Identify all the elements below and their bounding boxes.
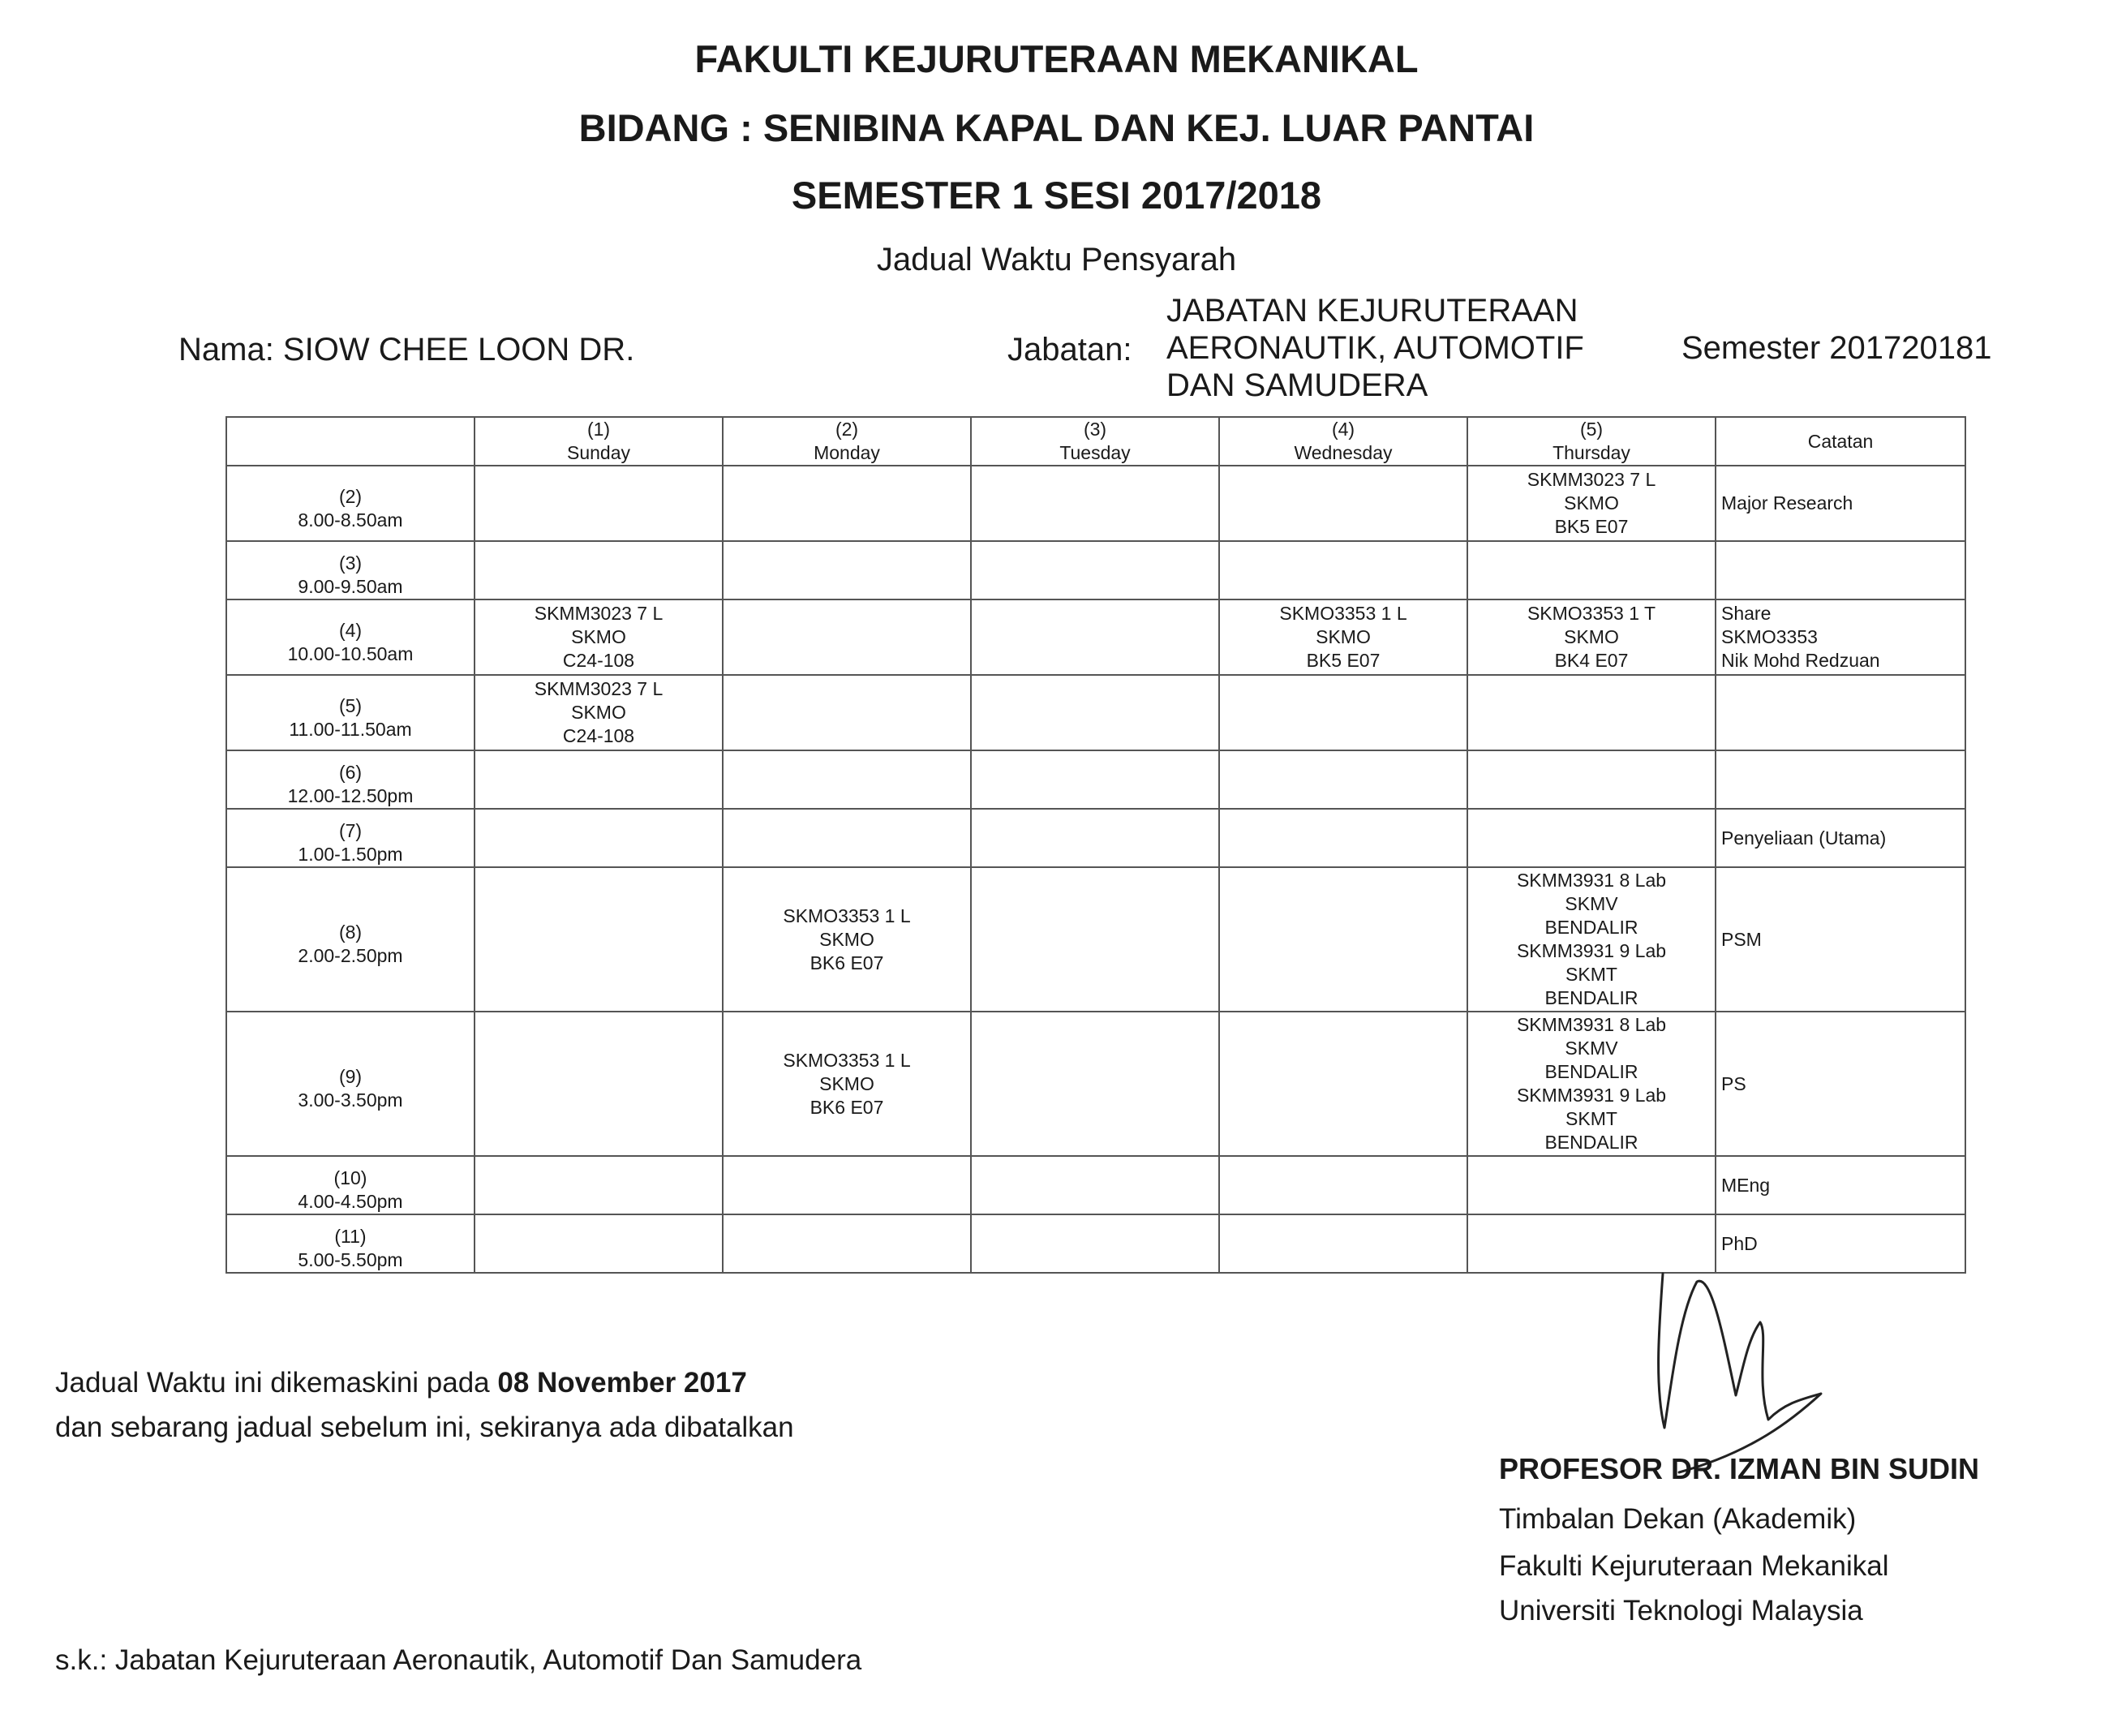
class-cell: [723, 541, 971, 599]
class-cell: [475, 466, 723, 541]
day-name: Wednesday: [1294, 442, 1393, 463]
day-number: (2): [835, 419, 859, 440]
time-slot-label: [230, 475, 470, 532]
note-cell: PS: [1716, 1012, 1965, 1156]
class-cell: [723, 1156, 971, 1214]
time-slot-label: [230, 542, 470, 599]
day-name: Monday: [814, 442, 880, 463]
slot-time: 1.00-1.50pm: [298, 844, 403, 865]
note-line: Share: [1721, 603, 1772, 624]
department-value: [1166, 292, 1669, 404]
slot-time: 2.00-2.50pm: [298, 945, 403, 966]
class-detail: SKMO: [819, 1072, 874, 1094]
class-cell: [1467, 750, 1716, 809]
slot-time: 9.00-9.50am: [298, 576, 403, 597]
class-cell: [1219, 1012, 1467, 1156]
class-cell: [971, 675, 1219, 750]
note-cell: PSM: [1716, 867, 1965, 1012]
time-slot-cell: [226, 750, 475, 809]
time-slot-row: [226, 1156, 1965, 1214]
class-detail: SKMO3353 1 L: [1279, 603, 1407, 624]
class-cell: [971, 750, 1219, 809]
class-cell: [475, 599, 723, 675]
slot-number: (7): [338, 820, 363, 841]
note-cell: [1716, 675, 1965, 750]
class-cell: [723, 1012, 971, 1156]
class-cell: [1219, 466, 1467, 541]
slot-number: (5): [338, 694, 363, 716]
day-header: [1467, 417, 1716, 466]
day-name: Sunday: [566, 442, 630, 463]
class-cell: [475, 809, 723, 867]
department-line: AERONAUTIK, AUTOMOTIF: [1166, 330, 1584, 366]
timetable-subtitle: Jadual Waktu Pensyarah: [876, 242, 1237, 277]
note-cell: MEng: [1716, 1156, 1965, 1214]
class-detail: BK5 E07: [1554, 516, 1629, 537]
class-detail: C24-108: [562, 650, 635, 671]
notes-header: Catatan: [1716, 417, 1965, 466]
slot-number: (2): [338, 485, 363, 507]
class-cell: [475, 1214, 723, 1273]
day-number: (4): [1331, 419, 1355, 440]
day-name: Tuesday: [1059, 442, 1131, 463]
note-cell: [1716, 750, 1965, 809]
slot-number: (10): [333, 1167, 367, 1188]
time-slot-cell: [226, 1012, 475, 1156]
slot-time: 10.00-10.50am: [287, 642, 414, 664]
day-header: [1219, 417, 1467, 466]
header-row: [226, 417, 1965, 466]
slot-number: (8): [338, 922, 363, 943]
class-detail: C24-108: [562, 725, 635, 746]
department-label: Jabatan:: [1007, 332, 1132, 367]
class-detail: BK5 E07: [1306, 650, 1381, 671]
corner-cell: [226, 417, 475, 466]
slot-time: 11.00-11.50am: [289, 718, 412, 740]
lecturer-name: Nama: SIOW CHEE LOON DR.: [178, 332, 635, 367]
class-cell: [971, 1214, 1219, 1273]
slot-number: (3): [338, 552, 363, 574]
class-cell: [971, 867, 1219, 1012]
department-line: DAN SAMUDERA: [1166, 367, 1428, 403]
time-slot-row: [226, 599, 1965, 675]
class-detail: SKMO3353 1 L: [783, 905, 911, 926]
class-detail: SKMO: [1316, 626, 1371, 647]
class-cell: [1467, 1214, 1716, 1273]
time-slot-row: [226, 1214, 1965, 1273]
slot-time: 5.00-5.50pm: [298, 1249, 403, 1270]
class-cell: [971, 1156, 1219, 1214]
slot-time: 3.00-3.50pm: [298, 1089, 403, 1111]
time-slot-label: [230, 751, 470, 808]
class-detail: BK6 E07: [810, 952, 884, 973]
class-cell: [1467, 867, 1716, 1012]
class-detail: BENDALIR: [1544, 1132, 1638, 1153]
time-slot-cell: [226, 599, 475, 675]
note-line: Nik Mohd Redzuan: [1721, 650, 1880, 671]
department-line: JABATAN KEJURUTERAAN: [1166, 293, 1578, 329]
time-slot-row: [226, 1012, 1965, 1156]
class-detail: SKMO: [571, 702, 626, 723]
class-cell: [723, 809, 971, 867]
time-slot-row: [226, 675, 1965, 750]
class-cell: [723, 466, 971, 541]
note-cell: [1716, 541, 1965, 599]
class-detail: SKMM3023 7 L: [534, 603, 664, 624]
day-header: [475, 417, 723, 466]
class-cell: [1219, 750, 1467, 809]
class-cell: [723, 750, 971, 809]
time-slot-cell: [226, 541, 475, 599]
time-slot-label: [230, 685, 470, 741]
class-cell: [475, 867, 723, 1012]
class-cell: [475, 1012, 723, 1156]
class-detail: SKMO: [1564, 626, 1619, 647]
class-detail: SKMO: [1564, 492, 1619, 513]
class-cell: [475, 541, 723, 599]
class-cell: [971, 466, 1219, 541]
signature-graphic: [1647, 1265, 1857, 1476]
updated-note: [55, 1363, 747, 1403]
time-slot-label: [230, 1157, 470, 1214]
class-cell: [1467, 675, 1716, 750]
day-number: (1): [586, 419, 611, 440]
semester-title: SEMESTER 1 SESI 2017/2018: [791, 174, 1322, 217]
class-cell: [971, 809, 1219, 867]
note-cell: Penyeliaan (Utama): [1716, 809, 1965, 867]
time-slot-cell: [226, 809, 475, 867]
faculty-title: FAKULTI KEJURUTERAAN MEKANIKAL: [694, 37, 1419, 80]
class-cell: [723, 867, 971, 1012]
time-slot-label: [230, 1055, 470, 1112]
class-cell: [723, 675, 971, 750]
cancel-note: dan sebarang jadual sebelum ini, sekiranya ada dibatalkan: [55, 1412, 794, 1443]
time-slot-label: [230, 810, 470, 866]
signatory-name: PROFESOR DR. IZMAN BIN SUDIN: [1499, 1452, 1980, 1485]
class-cell: [971, 599, 1219, 675]
note-cell: [1716, 599, 1965, 675]
note-cell: Major Research: [1716, 466, 1965, 541]
class-cell: [475, 1156, 723, 1214]
class-detail: SKMM3931 9 Lab: [1516, 940, 1667, 961]
class-cell: [475, 750, 723, 809]
time-slot-row: [226, 867, 1965, 1012]
cc-line: s.k.: Jabatan Kejuruteraan Aeronautik, Automotif Dan Samudera: [55, 1644, 862, 1676]
time-slot-cell: [226, 466, 475, 541]
time-slot-cell: [226, 1214, 475, 1273]
note-line: SKMO3353: [1721, 626, 1818, 647]
updated-prefix: Jadual Waktu ini dikemaskini pada: [55, 1367, 498, 1399]
field-title: BIDANG : SENIBINA KAPAL DAN KEJ. LUAR PANTAI: [578, 106, 1535, 149]
class-detail: SKMM3023 7 L: [1527, 469, 1656, 490]
class-detail: SKMO: [571, 626, 626, 647]
time-slot-row: [226, 809, 1965, 867]
slot-time: 8.00-8.50am: [298, 509, 403, 531]
time-slot-label: [230, 911, 470, 968]
class-cell: [1467, 809, 1716, 867]
slot-number: (6): [338, 762, 363, 783]
slot-number: (4): [338, 619, 363, 641]
time-slot-cell: [226, 867, 475, 1012]
class-detail: SKMT: [1565, 1108, 1617, 1129]
class-cell: [1219, 867, 1467, 1012]
note-cell: PhD: [1716, 1214, 1965, 1273]
class-detail: SKMO: [819, 928, 874, 950]
class-detail: SKMV: [1565, 1038, 1618, 1059]
class-cell: [1467, 1012, 1716, 1156]
class-cell: [971, 541, 1219, 599]
day-name: Thursday: [1553, 442, 1630, 463]
slot-number: (11): [334, 1226, 367, 1247]
class-cell: [1467, 466, 1716, 541]
class-detail: BENDALIR: [1544, 917, 1638, 938]
time-slot-label: [230, 609, 470, 666]
class-detail: BENDALIR: [1544, 987, 1638, 1008]
updated-date: 08 November 2017: [497, 1367, 747, 1399]
slot-number: (9): [338, 1066, 363, 1087]
signatory-faculty: Fakulti Kejuruteraan Mekanikal: [1499, 1550, 1889, 1582]
class-detail: SKMM3931 8 Lab: [1516, 1014, 1667, 1035]
slot-time: 4.00-4.50pm: [298, 1191, 403, 1212]
class-cell: [723, 1214, 971, 1273]
class-cell: [723, 599, 971, 675]
class-cell: [1219, 809, 1467, 867]
day-header: [971, 417, 1219, 466]
class-cell: [971, 1012, 1219, 1156]
class-detail: SKMT: [1565, 964, 1617, 985]
class-cell: [1467, 541, 1716, 599]
class-detail: SKMV: [1565, 893, 1618, 914]
day-header: [723, 417, 971, 466]
class-cell: [1219, 599, 1467, 675]
semester-code: Semester 201720181: [1681, 330, 1992, 366]
class-cell: [1219, 675, 1467, 750]
signatory-university: Universiti Teknologi Malaysia: [1499, 1595, 1863, 1626]
class-cell: [1219, 1156, 1467, 1214]
time-slot-label: [230, 1215, 470, 1272]
day-number: (5): [1579, 419, 1604, 440]
time-slot-cell: [226, 1156, 475, 1214]
class-detail: SKMO3353 1 T: [1527, 603, 1656, 624]
class-detail: BENDALIR: [1544, 1061, 1638, 1082]
time-slot-row: [226, 541, 1965, 599]
class-detail: BK6 E07: [810, 1096, 884, 1118]
class-detail: SKMM3931 8 Lab: [1516, 870, 1667, 891]
time-slot-row: [226, 466, 1965, 541]
class-cell: [475, 675, 723, 750]
class-cell: [1467, 1156, 1716, 1214]
class-cell: [1219, 541, 1467, 599]
day-number: (3): [1083, 419, 1107, 440]
signatory-title: Timbalan Dekan (Akademik): [1499, 1503, 1857, 1535]
class-detail: SKMM3931 9 Lab: [1516, 1085, 1667, 1106]
class-detail: SKMO3353 1 L: [783, 1049, 911, 1071]
class-cell: [1467, 599, 1716, 675]
time-slot-row: [226, 750, 1965, 809]
class-detail: BK4 E07: [1554, 650, 1629, 671]
time-slot-cell: [226, 675, 475, 750]
class-detail: SKMM3023 7 L: [534, 678, 664, 699]
slot-time: 12.00-12.50pm: [287, 785, 414, 806]
timetable: [225, 416, 1966, 1274]
class-cell: [1219, 1214, 1467, 1273]
